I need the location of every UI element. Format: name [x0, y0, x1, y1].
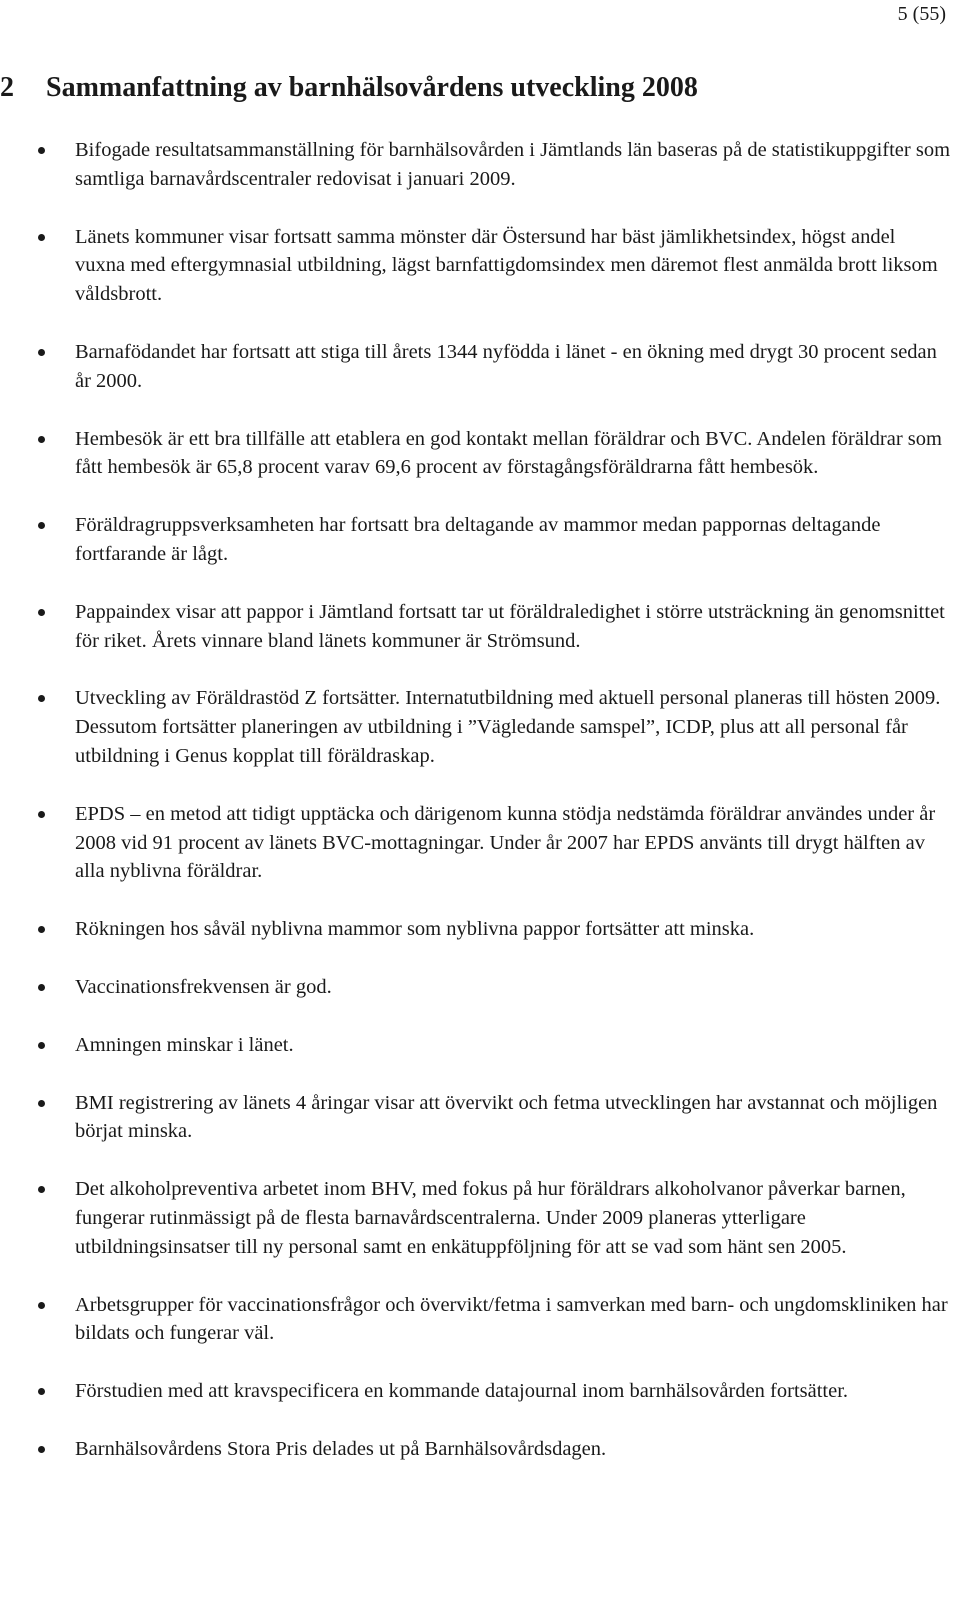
bullet-dot-icon — [38, 522, 45, 529]
bullet-text: Rökningen hos såväl nyblivna mammor som nyblivna pappor fortsätter att minska. — [75, 918, 755, 941]
page-number: 5 (55) — [897, 3, 946, 25]
bullet-dot-icon — [38, 1100, 45, 1107]
bullet-item — [0, 1089, 950, 1147]
bullet-text: Pappaindex visar att pappor i Jämtland fortsatt tar ut föräldraledighet i större utsträckning än genomsnittet för riket. Årets vinnare bland länets kommuner är Strömsund. — [75, 600, 945, 652]
bullet-dot-icon — [38, 926, 45, 933]
bullet-dot-icon — [38, 1388, 45, 1395]
bullet-item — [0, 425, 950, 483]
bullet-dot-icon — [38, 609, 45, 616]
bullet-item — [0, 338, 950, 396]
summary-bullet-list — [0, 136, 950, 1493]
bullet-item — [0, 511, 950, 569]
bullet-item — [0, 973, 950, 1002]
bullet-dot-icon — [38, 984, 45, 991]
bullet-item — [0, 1031, 950, 1060]
bullet-text: Barnafödandet har fortsatt att stiga till årets 1344 nyfödda i länet - en ökning med drygt 30 procent sedan år 2000. — [75, 340, 937, 392]
bullet-item — [0, 1377, 950, 1406]
bullet-text: Vaccinationsfrekvensen är god. — [75, 975, 332, 998]
bullet-item — [0, 136, 950, 194]
section-heading — [0, 70, 698, 106]
bullet-dot-icon — [38, 811, 45, 818]
bullet-dot-icon — [38, 234, 45, 241]
bullet-item — [0, 1175, 950, 1261]
bullet-text: Förstudien med att kravspecificera en kommande datajournal inom barnhälsovården fortsätter. — [75, 1380, 849, 1403]
section-number: 2 — [0, 72, 14, 103]
bullet-text: Amningen minskar i länet. — [75, 1033, 294, 1056]
bullet-text: Länets kommuner visar fortsatt samma mönster där Östersund har bäst jämlikhetsindex, högst andel vuxna med eftergymnasial utbildning, lägst barnfattigdomsindex men däremot flest anmälda brott liksom våldsbrott. — [75, 225, 938, 306]
bullet-dot-icon — [38, 695, 45, 702]
bullet-item — [0, 915, 950, 944]
bullet-item — [0, 1291, 950, 1349]
bullet-text: Hembesök är ett bra tillfälle att etablera en god kontakt mellan föräldrar och BVC. Andelen föräldrar som fått hembesök är 65,8 procent varav 69,6 procent av förstagångsföräldrarna fått hembesök. — [75, 427, 942, 479]
bullet-text: BMI registrering av länets 4 åringar visar att övervikt och fetma utvecklingen har avstannat och möjligen börjat minska. — [75, 1091, 938, 1143]
bullet-item — [0, 1435, 950, 1464]
bullet-text: Utveckling av Föräldrastöd Z fortsätter. Internatutbildning med aktuell personal planeras till hösten 2009. Dessutom fortsätter planeringen av utbildning i ”Vägledande samspel”, ICDP, plus att all personal får utbildning i Genus kopplat till föräldraskap. — [75, 687, 941, 767]
bullet-text: Det alkoholpreventiva arbetet inom BHV, med fokus på hur föräldrars alkoholvanor påverkar barnen, fungerar rutinmässigt på de flesta barnavårdscentralerna. Under 2009 planeras ytterligare utbildningsinsatser till ny personal samt en enkätuppföljning för att se vad som hänt sen 2005. — [75, 1178, 906, 1258]
bullet-dot-icon — [38, 349, 45, 356]
bullet-item — [0, 223, 950, 309]
bullet-item — [0, 598, 950, 656]
bullet-dot-icon — [38, 1042, 45, 1049]
bullet-dot-icon — [38, 1186, 45, 1193]
bullet-text: Arbetsgrupper för vaccinationsfrågor och övervikt/fetma i samverkan med barn- och ungdomskliniken har bildats och fungerar väl. — [75, 1293, 948, 1345]
bullet-text: Föräldragruppsverksamheten har fortsatt bra deltagande av mammor medan pappornas deltagande fortfarande är lågt. — [75, 514, 881, 565]
bullet-text: Barnhälsovårdens Stora Pris delades ut på Barnhälsovårdsdagen. — [75, 1437, 607, 1460]
bullet-dot-icon — [38, 147, 45, 154]
bullet-item — [0, 800, 950, 886]
bullet-dot-icon — [38, 1446, 45, 1453]
bullet-dot-icon — [38, 436, 45, 443]
bullet-text: Bifogade resultatsammanställning för barnhälsovården i Jämtlands län baseras på de statistikuppgifter som samtliga barnavårdscentraler redovisat i januari 2009. — [75, 139, 951, 190]
bullet-text: EPDS – en metod att tidigt upptäcka och därigenom kunna stödja nedstämda föräldrar användes under år 2008 vid 91 procent av länets BVC-mottagningar. Under år 2007 har EPDS använts till drygt hälften av alla nyblivna föräldrar. — [75, 802, 936, 883]
bullet-item — [0, 684, 950, 770]
section-title: Sammanfattning av barnhälsovårdens utveckling 2008 — [46, 72, 698, 103]
bullet-dot-icon — [38, 1302, 45, 1309]
